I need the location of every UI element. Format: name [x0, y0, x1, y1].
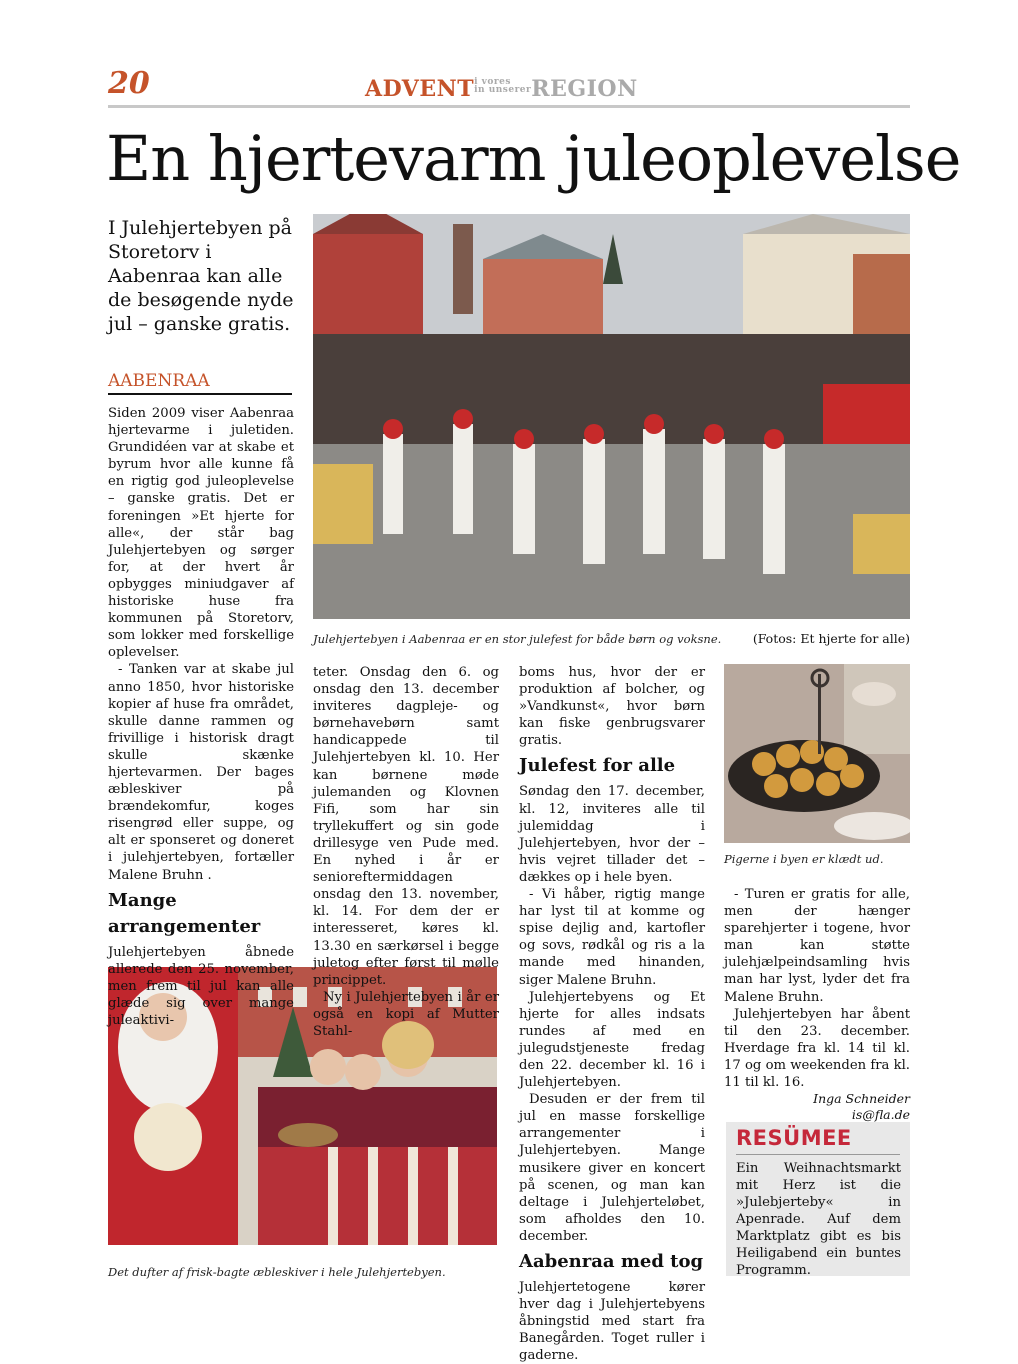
main-photo-illustration: [313, 214, 910, 619]
header-rule: [108, 105, 910, 108]
side-photo-illustration: [724, 664, 910, 843]
article-column-4: [724, 886, 910, 1123]
page-number: 20: [108, 66, 150, 101]
col3-paragraph-5: Desuden er der frem til jul en masse forskellige arrangementer i Julehjertebyen. Mange musikere giver en koncert på scenen, og man kan deltage i Julehjerteløbet, som afholdes den 10. december.: [519, 1092, 705, 1244]
col2-paragraph-1: teter. Onsdag den 6. og onsdag den 13. december inviteres dagpleje- og børnehavebørn samt handicappede til Julehjertebyen kl. 10. Her kan børnene møde julemanden og Klovnen Fifi, som har sin tryllekuffert og sin gode drillesyge ven Pude med. En nyhed i år er senioreftermiddagen onsdag den 13. november, kl. 14. For dem der er interesseret, køres kl. 13.30 en særkørsel i begge juletog efter først til mølle princippet.: [313, 665, 499, 988]
col1-paragraph-3: Julehjertebyen åbnede allerede den 25. november, men frem til jul kan alle glæde sig over mange juleaktivi-: [108, 944, 294, 1028]
resume-box: [726, 1122, 910, 1276]
side-photo-caption: Pigerne i byen er klædt ud.: [724, 852, 884, 866]
section-mid-top: i vores: [474, 77, 511, 87]
section-title-mid: [474, 78, 531, 94]
resume-divider: [736, 1154, 900, 1155]
main-photo-caption: Julehjertebyen i Aabenraa er en stor julefest for både børn og voksne.: [313, 632, 722, 646]
article-column-1: [108, 405, 294, 1029]
section-mid-bottom: in unserer: [474, 85, 532, 95]
article-column-3: [519, 664, 705, 1364]
resume-title: RESÜMEE: [736, 1126, 852, 1150]
section-title-left: ADVENT: [365, 76, 475, 102]
section-title-right: REGION: [531, 76, 638, 102]
resume-text: Ein Weihnachtsmarkt mit Herz ist die »Julebjerteby« in Apenrade. Auf dem Marktplatz gibt es bis Heiligabend ein buntes Programm.: [736, 1161, 901, 1278]
col3-paragraph-3: - Vi håber, rigtig mange har lyst til at komme og spise dejlig and, kartofler og sovs, rødkål og ris a la mande med hinanden, siger Malene Bruhn.: [519, 887, 705, 988]
author-name: Inga Schneider: [813, 1091, 910, 1107]
side-photo: [724, 664, 910, 843]
location-label: AABENRAA: [108, 371, 292, 395]
photo-credit: (Fotos: Et hjerte for alle): [752, 631, 910, 646]
bottom-photo-caption: Det dufter af frisk-bagte æbleskiver i hele Julehjertebyen.: [108, 1265, 446, 1279]
main-photo: [313, 214, 910, 619]
col1-paragraph-2: - Tanken var at skabe jul anno 1850, hvor historiske kopier af huse fra området, skulle danne rammen og frivillige i historisk dragt skulle skænke hjertevarmen. Der bages æbleskiver på brændekomfur, koges risengrød eller suppe, og alt er sponseret og doneret i julehjertebyen, fortæller Malene Bruhn .: [108, 662, 294, 883]
subheading-aabenraa-med-tog: Aabenraa med tog: [519, 1251, 704, 1272]
col3-paragraph-1: boms hus, hvor der er produktion af bolcher, og »Vandkunst«, hvor børn kan fiske genbrugsvarer gratis.: [519, 665, 705, 749]
headline: En hjertevarm juleoplevelse: [106, 122, 961, 195]
intro-text: I Julehjertebyen på Storetorv i Aabenraa kan alle de besøgende nyde jul – ganske gratis.: [108, 217, 294, 335]
col2-paragraph-2: Ny i Julehjertebyen i år er også en kopi af Mutter Stahl-: [313, 989, 499, 1039]
article-column-2: [313, 664, 499, 1040]
col4-paragraph-2: Julehjertebyen har åbent til den 23. december. Hverdage fra kl. 14 til kl. 17 og om weekenden fra kl. 11 til kl. 16.: [724, 1006, 910, 1091]
subheading-julefest: Julefest for alle: [519, 755, 676, 777]
col1-paragraph-1: Siden 2009 viser Aabenraa hjertevarme i juletiden. Grundidéen var at skabe et byrum hvor alle kunne få en rigtig god juleoplevelse – ganske gratis. Det er foreningen »Et hjerte for alle«, der står bag Julehjertebyen og sørger for, at der hvert år opbygges miniudgaver af historiske huse fra kommunen på Storetorv, som lokker med forskellige oplevelser.: [108, 406, 294, 661]
author-email[interactable]: is@fla.de: [851, 1107, 910, 1123]
col3-paragraph-2: Søndag den 17. december, kl. 12, inviteres alle til julemiddag i Julehjertebyen, hvor der – hvis vejret tillader det – dækkes op i hele byen.: [519, 784, 705, 885]
col3-paragraph-4: Julehjertebyens og Et hjerte for alles indsats rundes af med en julegudstjeneste fredag den 22. december kl. 16 i Julehjertebyen.: [519, 989, 705, 1091]
subheading-mange-arrangementer: Mange arrangementer: [108, 889, 261, 937]
col3-paragraph-6: Julehjertetogene kører hver dag i Julehjertebyens åbningstid med start fra Banegården. Toget ruller i gaderne.: [519, 1280, 705, 1364]
col4-paragraph-1: - Turen er gratis for alle, men der hænger sparehjerter i togene, hvor man kan støtte julehjælpeindsamling hvis man har lyst, lyder det fra Malene Bruhn.: [724, 887, 910, 1005]
section-header: [365, 76, 665, 102]
